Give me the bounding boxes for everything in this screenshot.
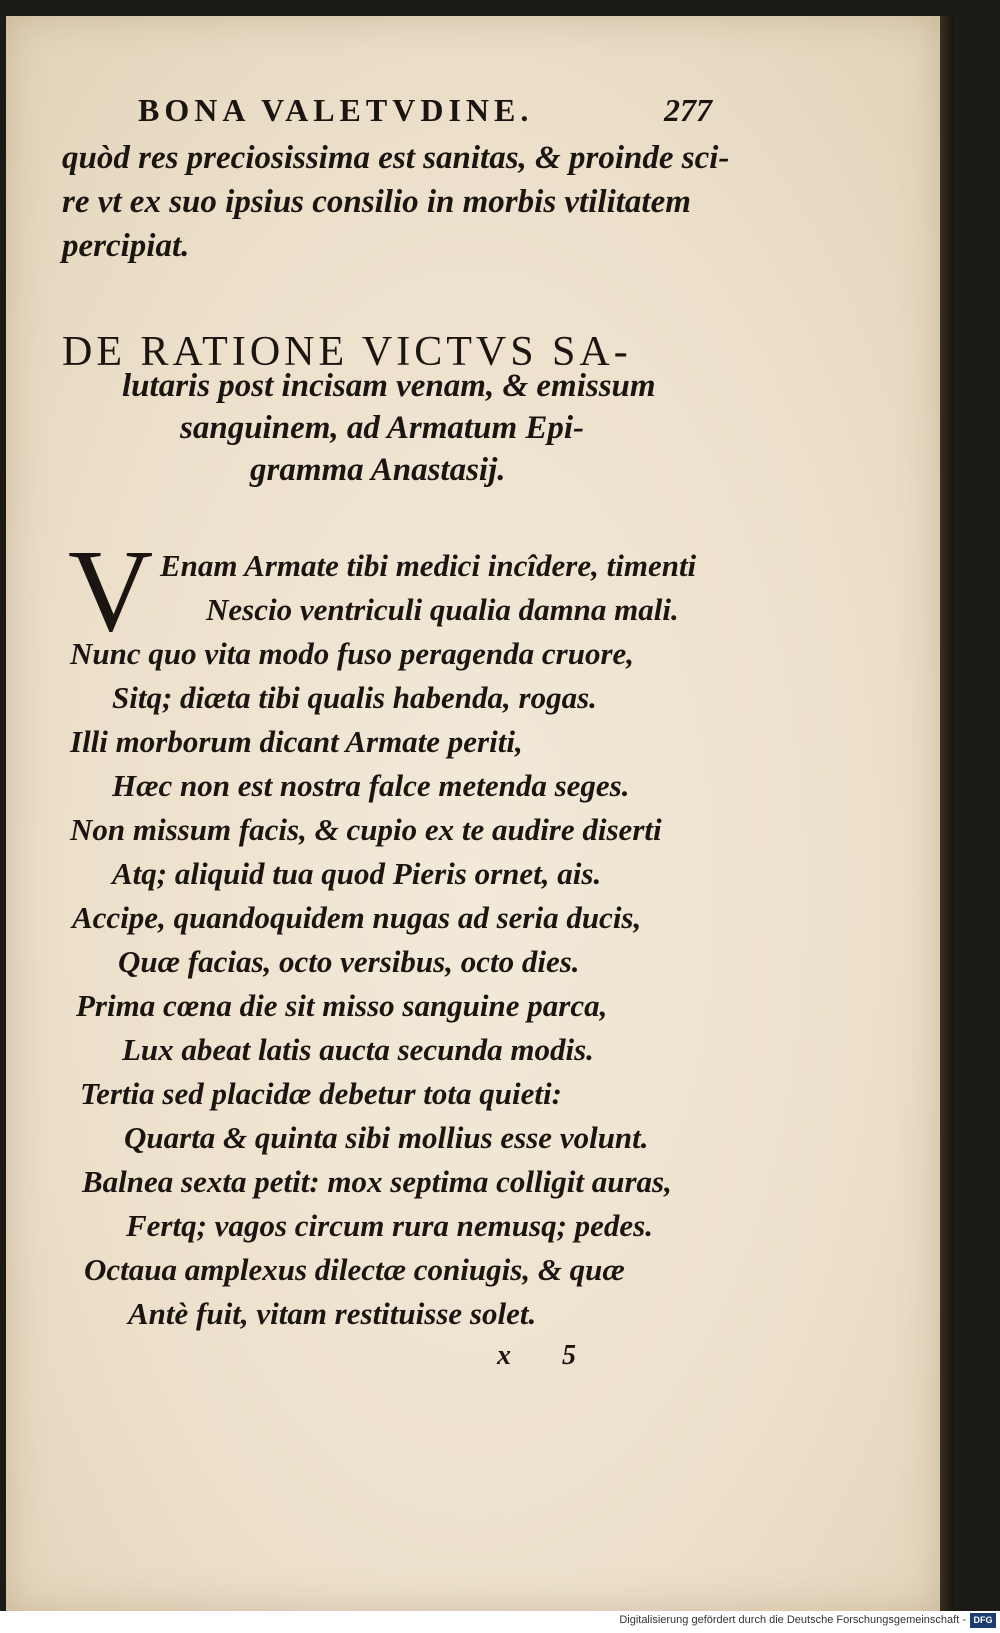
intro-line-2: re vt ex suo ipsius consilio in morbis vtilitatem (62, 184, 691, 220)
intro-line-1: quòd res preciosissima est sanitas, & proinde sci- (62, 140, 730, 176)
heading-line-2: sanguinem, ad Armatum Epi- (180, 410, 585, 446)
verse-line-16: Fertq; vagos circum rura nemusq; pedes. (126, 1208, 653, 1243)
verse-line-12: Lux abeat latis aucta secunda modis. (122, 1032, 594, 1067)
section-heading: DE RATIONE VICTVS SA- (62, 329, 632, 375)
verse-line-17: Octaua amplexus dilectæ coniugis, & quæ (84, 1252, 625, 1287)
verse-line-10: Quæ facias, octo versibus, octo dies. (118, 944, 580, 979)
verse-line-6: Hæc non est nostra falce metenda seges. (112, 768, 630, 803)
heading-line-3: gramma Anastasij. (250, 452, 506, 488)
page-number: 277 (664, 92, 712, 128)
intro-line-3: percipiat. (62, 228, 190, 264)
verse-line-15: Balnea sexta petit: mox septima colligit auras, (82, 1164, 672, 1199)
verse-line-11: Prima cœna die sit misso sanguine parca, (76, 988, 608, 1023)
signature-mark: x 5 (497, 1340, 598, 1371)
verse-line-8: Atq; aliquid tua quod Pieris ornet, ais. (112, 856, 602, 891)
verse-line-2: Nescio ventriculi qualia damna mali. (206, 592, 679, 627)
drop-cap: V (68, 525, 154, 656)
verse-line-7: Non missum facis, & cupio ex te audire diserti (70, 812, 662, 847)
heading-line-1: lutaris post incisam venam, & emissum (122, 368, 656, 404)
page-edge (940, 16, 954, 1611)
verse-line-13: Tertia sed placidæ debetur tota quieti: (80, 1076, 562, 1111)
verse-line-5: Illi morborum dicant Armate periti, (70, 724, 523, 759)
verse-line-14: Quarta & quinta sibi mollius esse volunt. (124, 1120, 649, 1155)
digitization-credit: Digitalisierung gefördert durch die Deutsche Forschungsgemeinschaft - (619, 1614, 966, 1626)
verse-line-9: Accipe, quandoquidem nugas ad seria ducis, (72, 900, 642, 935)
verse-line-3: Nunc quo vita modo fuso peragenda cruore, (70, 636, 635, 671)
verse-line-4: Sitq; diæta tibi qualis habenda, rogas. (112, 680, 597, 715)
running-head: BONA VALETVDINE. (138, 92, 534, 128)
dfg-logo: DFG (970, 1613, 996, 1628)
verse-line-1: Enam Armate tibi medici incîdere, timenti (160, 548, 697, 583)
verse-line-18: Antè fuit, vitam restituisse solet. (128, 1296, 537, 1331)
